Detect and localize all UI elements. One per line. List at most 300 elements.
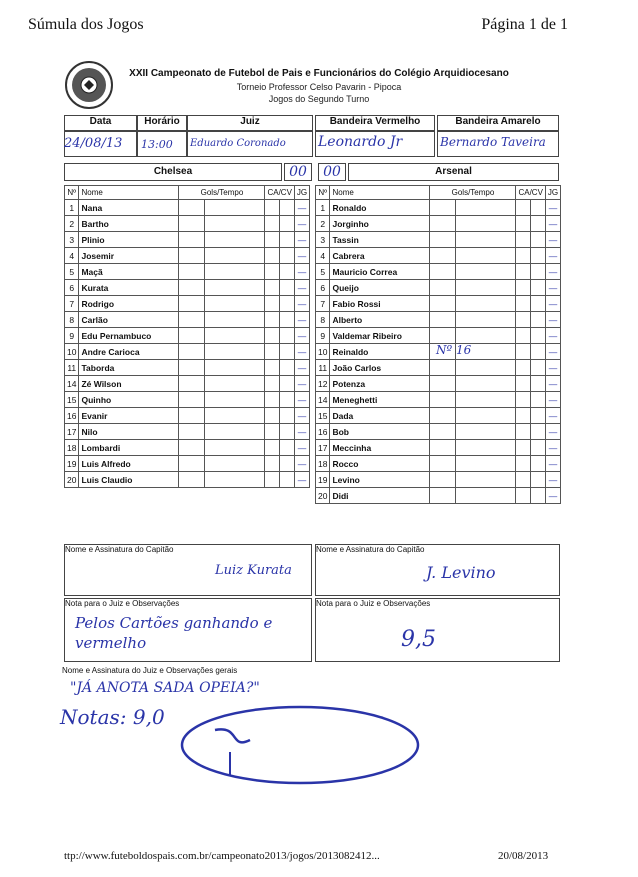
player-number: 7: [65, 296, 79, 312]
player-time: [456, 488, 516, 504]
player-cv: [531, 344, 546, 360]
player-name: Plinio: [79, 232, 179, 248]
player-row: [316, 312, 561, 328]
player-goals: [179, 248, 205, 264]
player-time: [205, 376, 265, 392]
player-name: Alberto: [330, 312, 430, 328]
player-time: [456, 440, 516, 456]
player-cv: [280, 216, 295, 232]
player-goals: [179, 216, 205, 232]
player-row: [316, 440, 561, 456]
player-number: 18: [316, 456, 330, 472]
player-played-mark: —: [294, 360, 309, 376]
player-number: 17: [316, 440, 330, 456]
player-goals: [179, 344, 205, 360]
player-played-mark: —: [294, 216, 309, 232]
player-row: [65, 360, 310, 376]
away-captain-box: [315, 544, 560, 596]
player-cv: [280, 440, 295, 456]
player-goals: [430, 216, 456, 232]
player-goals: [179, 376, 205, 392]
player-name: Lombardi: [79, 440, 179, 456]
player-goals: [430, 472, 456, 488]
player-cv: [280, 328, 295, 344]
player-cv: [280, 472, 295, 488]
player-ca: [265, 376, 280, 392]
player-time: [205, 280, 265, 296]
away-handwritten-note: Nº 16: [436, 343, 472, 357]
player-ca: [265, 216, 280, 232]
player-goals: [430, 248, 456, 264]
player-played-mark: —: [294, 312, 309, 328]
player-goals: [430, 312, 456, 328]
player-name: Cabrera: [330, 248, 430, 264]
player-number: 17: [65, 424, 79, 440]
player-row: [65, 408, 310, 424]
referee-signature: [170, 700, 430, 795]
player-number: 5: [316, 264, 330, 280]
player-row: [65, 264, 310, 280]
player-name: Dada: [330, 408, 430, 424]
col-played: JG: [294, 186, 309, 200]
player-goals: [179, 296, 205, 312]
player-number: 2: [65, 216, 79, 232]
player-goals: [430, 360, 456, 376]
player-name: Reinaldo: [330, 344, 430, 360]
player-time: [205, 328, 265, 344]
general-note-2: Notas: 9,0: [60, 705, 165, 729]
player-row: [316, 472, 561, 488]
player-number: 15: [65, 392, 79, 408]
away-team-name: Arsenal: [348, 163, 559, 181]
player-row: [316, 216, 561, 232]
player-played-mark: —: [545, 312, 560, 328]
referee-label: Juiz: [187, 115, 313, 131]
player-row: [316, 360, 561, 376]
player-time: [205, 440, 265, 456]
player-ca: [516, 296, 531, 312]
player-played-mark: —: [294, 440, 309, 456]
player-name: Fabio Rossi: [330, 296, 430, 312]
player-time: [205, 312, 265, 328]
player-ca: [265, 312, 280, 328]
player-goals: [179, 472, 205, 488]
player-cv: [531, 280, 546, 296]
player-played-mark: —: [545, 440, 560, 456]
player-time: [456, 328, 516, 344]
player-number: 16: [316, 424, 330, 440]
player-played-mark: —: [294, 376, 309, 392]
player-time: [205, 360, 265, 376]
player-ca: [516, 440, 531, 456]
player-row: [316, 328, 561, 344]
player-time: [205, 408, 265, 424]
player-cv: [280, 408, 295, 424]
player-ca: [516, 456, 531, 472]
player-goals: [179, 264, 205, 280]
date-label: Data: [64, 115, 137, 131]
player-goals: [179, 408, 205, 424]
player-ca: [516, 472, 531, 488]
player-name: Evanir: [79, 408, 179, 424]
player-number: 11: [65, 360, 79, 376]
player-ca: [516, 232, 531, 248]
player-number: 1: [316, 200, 330, 216]
player-number: 20: [316, 488, 330, 504]
player-ca: [265, 472, 280, 488]
player-time: [456, 296, 516, 312]
player-number: 4: [65, 248, 79, 264]
player-cv: [531, 248, 546, 264]
player-played-mark: —: [545, 376, 560, 392]
away-captain-signature: J. Levino: [426, 563, 496, 582]
home-captain-signature: Luiz Kurata: [215, 563, 292, 578]
player-name: Quinho: [79, 392, 179, 408]
player-number: 9: [316, 328, 330, 344]
player-ca: [265, 200, 280, 216]
player-row: [65, 472, 310, 488]
player-row: [65, 424, 310, 440]
player-ca: [265, 296, 280, 312]
player-number: 2: [316, 216, 330, 232]
player-ca: [516, 344, 531, 360]
home-note-text: Pelos Cartões ganhando e vermelho: [75, 614, 273, 652]
phase-name: Jogos do Segundo Turno: [268, 94, 370, 104]
player-played-mark: —: [294, 424, 309, 440]
player-name: Andre Carioca: [79, 344, 179, 360]
player-cv: [280, 312, 295, 328]
yellow-flag-value: Bernardo Taveira: [440, 135, 546, 149]
player-played-mark: —: [294, 248, 309, 264]
player-row: [316, 280, 561, 296]
player-goals: [430, 392, 456, 408]
home-captain-box: [64, 544, 312, 596]
player-goals: [179, 360, 205, 376]
player-cv: [280, 248, 295, 264]
player-ca: [265, 264, 280, 280]
player-time: [456, 312, 516, 328]
document-title: Súmula dos Jogos: [28, 16, 144, 33]
player-played-mark: —: [545, 248, 560, 264]
player-goals: [430, 488, 456, 504]
player-row: [65, 232, 310, 248]
player-goals: [430, 328, 456, 344]
red-flag-label: Bandeira Vermelho: [315, 115, 435, 131]
col-played: JG: [545, 186, 560, 200]
player-cv: [280, 280, 295, 296]
player-goals: [430, 376, 456, 392]
player-ca: [516, 424, 531, 440]
player-number: 9: [65, 328, 79, 344]
player-cv: [531, 456, 546, 472]
player-row: [316, 248, 561, 264]
player-name: Mauricio Correa: [330, 264, 430, 280]
player-played-mark: —: [545, 472, 560, 488]
yellow-flag-label: Bandeira Amarelo: [437, 115, 559, 131]
player-time: [456, 360, 516, 376]
player-played-mark: —: [545, 424, 560, 440]
player-goals: [179, 328, 205, 344]
player-time: [456, 424, 516, 440]
player-goals: [430, 440, 456, 456]
player-row: [65, 456, 310, 472]
player-cv: [280, 344, 295, 360]
player-cv: [280, 376, 295, 392]
player-time: [205, 424, 265, 440]
col-num: Nº: [316, 186, 330, 200]
player-name: Meneghetti: [330, 392, 430, 408]
player-number: 16: [65, 408, 79, 424]
away-score: 00: [318, 163, 346, 181]
player-name: Valdemar Ribeiro: [330, 328, 430, 344]
player-number: 4: [316, 248, 330, 264]
player-cv: [531, 488, 546, 504]
player-row: [65, 328, 310, 344]
player-played-mark: —: [294, 472, 309, 488]
player-name: Taborda: [79, 360, 179, 376]
player-name: Meccinha: [330, 440, 430, 456]
player-number: 20: [65, 472, 79, 488]
player-ca: [265, 424, 280, 440]
player-row: [65, 216, 310, 232]
player-number: 12: [316, 376, 330, 392]
player-cv: [531, 296, 546, 312]
player-row: [316, 264, 561, 280]
player-row: [65, 376, 310, 392]
player-row: [316, 408, 561, 424]
player-name: Tassin: [330, 232, 430, 248]
player-number: 10: [316, 344, 330, 360]
player-played-mark: —: [294, 456, 309, 472]
player-time: [205, 344, 265, 360]
player-cv: [531, 312, 546, 328]
player-played-mark: —: [294, 264, 309, 280]
away-note-box: [315, 598, 560, 662]
general-notes-label: Nome e Assinatura do Juiz e Observações gerais: [62, 666, 238, 675]
player-ca: [516, 328, 531, 344]
player-played-mark: —: [545, 408, 560, 424]
player-goals: [430, 296, 456, 312]
player-goals: [179, 440, 205, 456]
player-row: [65, 392, 310, 408]
player-cv: [280, 296, 295, 312]
player-number: 3: [65, 232, 79, 248]
player-goals: [179, 232, 205, 248]
player-goals: [179, 280, 205, 296]
player-number: 18: [65, 440, 79, 456]
player-time: [205, 456, 265, 472]
player-row: [65, 296, 310, 312]
player-played-mark: —: [545, 328, 560, 344]
player-cv: [531, 216, 546, 232]
player-ca: [265, 248, 280, 264]
player-played-mark: —: [545, 264, 560, 280]
player-number: 19: [316, 472, 330, 488]
player-time: [205, 472, 265, 488]
player-played-mark: —: [545, 392, 560, 408]
player-played-mark: —: [545, 344, 560, 360]
player-ca: [265, 456, 280, 472]
player-goals: [430, 280, 456, 296]
player-played-mark: —: [545, 296, 560, 312]
player-time: [456, 392, 516, 408]
player-row: [65, 440, 310, 456]
player-name: Didi: [330, 488, 430, 504]
player-ca: [265, 328, 280, 344]
player-number: 6: [65, 280, 79, 296]
player-name: Carlão: [79, 312, 179, 328]
home-captain-label: Nome e Assinatura do Capitão: [65, 545, 174, 554]
col-cards: CA/CV: [516, 186, 545, 200]
player-ca: [516, 248, 531, 264]
player-played-mark: —: [294, 280, 309, 296]
player-played-mark: —: [294, 200, 309, 216]
player-time: [456, 216, 516, 232]
player-cv: [280, 200, 295, 216]
player-name: Rodrigo: [79, 296, 179, 312]
player-number: 8: [65, 312, 79, 328]
player-ca: [516, 488, 531, 504]
player-played-mark: —: [294, 408, 309, 424]
col-goals-time: Gols/Tempo: [430, 186, 516, 200]
player-cv: [531, 472, 546, 488]
player-played-mark: —: [545, 216, 560, 232]
footer-date: 20/08/2013: [498, 850, 549, 862]
player-goals: [179, 312, 205, 328]
player-played-mark: —: [294, 392, 309, 408]
player-number: 14: [65, 376, 79, 392]
player-time: [456, 248, 516, 264]
player-cv: [531, 328, 546, 344]
player-ca: [516, 360, 531, 376]
player-goals: [179, 200, 205, 216]
player-time: [205, 248, 265, 264]
player-name: Potenza: [330, 376, 430, 392]
player-name: Josemir: [79, 248, 179, 264]
player-ca: [516, 312, 531, 328]
player-name: Nilo: [79, 424, 179, 440]
player-played-mark: —: [294, 328, 309, 344]
home-note-label: Nota para o Juiz e Observações: [65, 599, 180, 608]
player-time: [205, 264, 265, 280]
player-cv: [531, 360, 546, 376]
player-time: [205, 200, 265, 216]
player-ca: [516, 264, 531, 280]
page-indicator: Página 1 de 1: [481, 16, 568, 33]
player-number: 7: [316, 296, 330, 312]
date-value: 24/08/13: [64, 136, 123, 151]
player-ca: [516, 408, 531, 424]
player-cv: [531, 392, 546, 408]
player-number: 10: [65, 344, 79, 360]
player-time: [456, 232, 516, 248]
player-ca: [516, 392, 531, 408]
player-ca: [265, 232, 280, 248]
player-number: 6: [316, 280, 330, 296]
footer-url: ttp://www.futeboldospais.com.br/campeonato2013/jogos/2013082412...: [64, 850, 380, 862]
player-cv: [280, 264, 295, 280]
player-cv: [531, 376, 546, 392]
player-played-mark: —: [294, 344, 309, 360]
player-time: [205, 216, 265, 232]
player-cv: [531, 232, 546, 248]
player-cv: [280, 360, 295, 376]
player-ca: [516, 200, 531, 216]
player-time: [456, 456, 516, 472]
player-cv: [531, 440, 546, 456]
player-ca: [265, 360, 280, 376]
player-name: Edu Pernambuco: [79, 328, 179, 344]
player-name: Maçã: [79, 264, 179, 280]
player-row: [65, 200, 310, 216]
player-cv: [280, 232, 295, 248]
player-name: Levino: [330, 472, 430, 488]
col-cards: CA/CV: [265, 186, 294, 200]
player-number: 5: [65, 264, 79, 280]
player-time: [205, 296, 265, 312]
away-captain-label: Nome e Assinatura do Capitão: [316, 545, 425, 554]
player-time: [456, 376, 516, 392]
player-played-mark: —: [294, 296, 309, 312]
player-number: 14: [316, 392, 330, 408]
player-time: [205, 232, 265, 248]
player-ca: [265, 344, 280, 360]
player-row: [65, 280, 310, 296]
home-roster-table: [64, 185, 310, 488]
red-flag-value: Leonardo Jr: [318, 134, 403, 150]
player-name: Rocco: [330, 456, 430, 472]
player-time: [205, 392, 265, 408]
player-ca: [265, 408, 280, 424]
player-cv: [531, 424, 546, 440]
player-cv: [531, 200, 546, 216]
player-number: 19: [65, 456, 79, 472]
player-row: [316, 488, 561, 504]
player-cv: [280, 392, 295, 408]
col-goals-time: Gols/Tempo: [179, 186, 265, 200]
player-name: João Carlos: [330, 360, 430, 376]
player-row: [316, 424, 561, 440]
player-goals: [430, 232, 456, 248]
home-score: 00: [284, 163, 312, 181]
player-name: Zé Wilson: [79, 376, 179, 392]
player-number: 15: [316, 408, 330, 424]
player-played-mark: —: [545, 360, 560, 376]
player-row: [316, 200, 561, 216]
player-time: [456, 280, 516, 296]
player-name: Luis Alfredo: [79, 456, 179, 472]
player-ca: [265, 392, 280, 408]
referee-value: Eduardo Coronado: [190, 138, 286, 149]
player-time: [456, 264, 516, 280]
col-name: Nome: [330, 186, 430, 200]
player-ca: [265, 440, 280, 456]
player-name: Jorginho: [330, 216, 430, 232]
player-played-mark: —: [545, 232, 560, 248]
player-ca: [516, 376, 531, 392]
player-ca: [265, 280, 280, 296]
player-name: Bob: [330, 424, 430, 440]
player-played-mark: —: [294, 232, 309, 248]
player-row: [316, 456, 561, 472]
general-note-1: "JÁ ANOTA SADA OPEIA?": [70, 680, 260, 696]
player-time: [456, 472, 516, 488]
time-value: 13:00: [141, 138, 173, 151]
player-row: [65, 344, 310, 360]
player-cv: [280, 456, 295, 472]
player-played-mark: —: [545, 200, 560, 216]
player-number: 11: [316, 360, 330, 376]
